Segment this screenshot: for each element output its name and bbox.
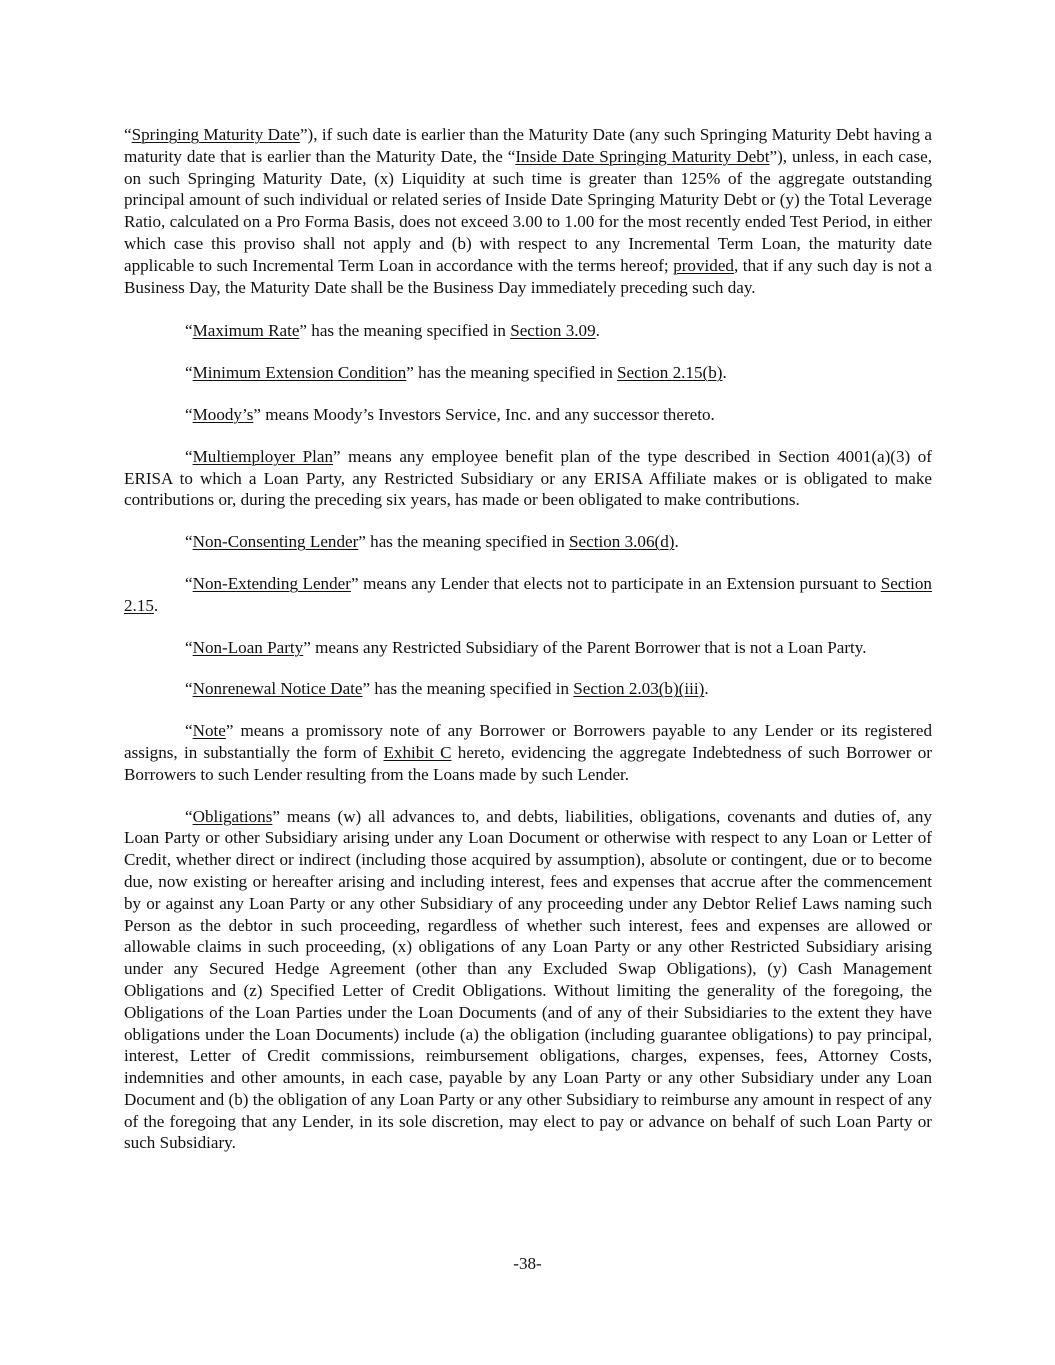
- defined-term: Multiemployer Plan: [192, 446, 334, 466]
- defined-term: Minimum Extension Condition: [192, 363, 407, 383]
- definition-minimum-extension-condition: “Minimum Extension Condition” has the meaning specified in Section 2.15(b).: [185, 363, 727, 383]
- page-number: -38-: [513, 1254, 542, 1273]
- section-reference: Section 2.03(b)(iii): [573, 679, 705, 699]
- defined-term: Non-Extending Lender: [192, 573, 351, 593]
- defined-term: Springing Maturity Date: [131, 125, 300, 144]
- definition-non-consenting-lender: “Non-Consenting Lender” has the meaning specified in Section 3.06(d).: [185, 532, 679, 552]
- definition-note: “Note” means a promissory note of any Borrower or Borrowers payable to any Lender or its registered assigns, in substantially the form of Exhibit C hereto, evidencing the aggregate Indebtedness of such Borrower or Borrowers to such Lender resulting from the Loans made by such Lender.: [124, 721, 932, 784]
- definition-maximum-rate: “Maximum Rate” has the meaning specified in Section 3.09.: [185, 321, 600, 341]
- definition-non-loan-party: “Non-Loan Party” means any Restricted Subsidiary of the Parent Borrower that is not a Loan Party.: [185, 637, 867, 657]
- defined-term: Non-Loan Party: [192, 637, 304, 657]
- definition-nonrenewal-notice-date: “Nonrenewal Notice Date” has the meaning specified in Section 2.03(b)(iii).: [185, 679, 709, 699]
- defined-term: Obligations: [192, 806, 273, 826]
- section-reference: Section 2.15(b): [617, 363, 723, 383]
- definition-non-extending-lender: “Non-Extending Lender” means any Lender that elects not to participate in an Extension pursuant to Section 2.15.: [124, 573, 932, 615]
- defined-term: Maximum Rate: [192, 321, 300, 341]
- defined-term: Non-Consenting Lender: [192, 532, 359, 552]
- defined-term: Inside Date Springing Maturity Debt: [515, 146, 770, 166]
- defined-term: Moody’s: [192, 404, 254, 424]
- definition-springing-maturity-continuation: “Springing Maturity Date”), if such date is earlier than the Maturity Date (any such Springing Maturity Debt having a maturity date that is earlier than the Maturity Date, the “Inside Date Springing Maturity Debt”), unless, in each case, on such Springing Maturity Date, (x) Liquidity at such time is greater than 125% of the aggregate outstanding principal amount of such individual or related series of Inside Date Springing Maturity Debt or (y) the Total Leverage Ratio, calculated on a Pro Forma Basis, does not exceed 3.00 to 1.00 for the most recently ended Test Period, in either which case this proviso shall not apply and (b) with respect to any Incremental Term Loan, the maturity date applicable to such Incremental Term Loan in accordance with the terms hereof; provided, that if any such day is not a Business Day, the Maturity Date shall be the Business Day immediately preceding such day.: [124, 125, 932, 297]
- exhibit-reference: Exhibit C: [383, 742, 452, 762]
- section-reference: Section 3.06(d): [569, 532, 675, 552]
- defined-term: Note: [192, 721, 226, 741]
- definition-multiemployer-plan: “Multiemployer Plan” means any employee benefit plan of the type described in Section 4001(a)(3) of ERISA to which a Loan Party, any Restricted Subsidiary or any ERISA Affiliate makes or is obligated to make contributions or, during the preceding six years, has made or been obligated to make contributions.: [124, 446, 932, 510]
- section-reference: Section 3.09: [510, 321, 596, 341]
- document-body: [124, 124, 932, 1174]
- definition-moodys: “Moody’s” means Moody’s Investors Service, Inc. and any successor thereto.: [185, 404, 715, 424]
- defined-term: Nonrenewal Notice Date: [192, 679, 363, 699]
- definition-obligations: “Obligations” means (w) all advances to, and debts, liabilities, obligations, covenants and duties of, any Loan Party or other Subsidiary arising under any Loan Document or otherwise with respect to any Loan or Letter of Credit, whether direct or indirect (including those acquired by assumption), absolute or contingent, due or to become due, now existing or hereafter arising and including interest, fees and expenses that accrue after the commencement by or against any Loan Party or any other Subsidiary of any proceeding under any Debtor Relief Laws naming such Person as the debtor in such proceeding, regardless of whether such interest, fees and expenses are allowed or allowable claims in such proceeding, (x) obligations of any Loan Party or any other Restricted Subsidiary arising under any Secured Hedge Agreement (other than any Excluded Swap Obligations), (y) Cash Management Obligations and (z) Specified Letter of Credit Obligations. Without limiting the generality of the foregoing, the Obligations of the Loan Parties under the Loan Documents (and of any of their Subsidiaries to the extent they have obligations under the Loan Documents) include (a) the obligation (including guarantee obligations) to pay principal, interest, Letter of Credit commissions, reimbursement obligations, charges, expenses, fees, Attorney Costs, indemnities and other amounts, in each case, payable by any Loan Party or any other Subsidiary under any Loan Document and (b) the obligation of any Loan Party or any other Subsidiary to reimburse any amount in respect of any of the foregoing that any Lender, in its sole discretion, may elect to pay or advance on behalf of such Loan Party or such Subsidiary.: [124, 806, 932, 1153]
- section-reference: Section 2.15: [124, 573, 932, 615]
- proviso-term: provided: [673, 255, 734, 275]
